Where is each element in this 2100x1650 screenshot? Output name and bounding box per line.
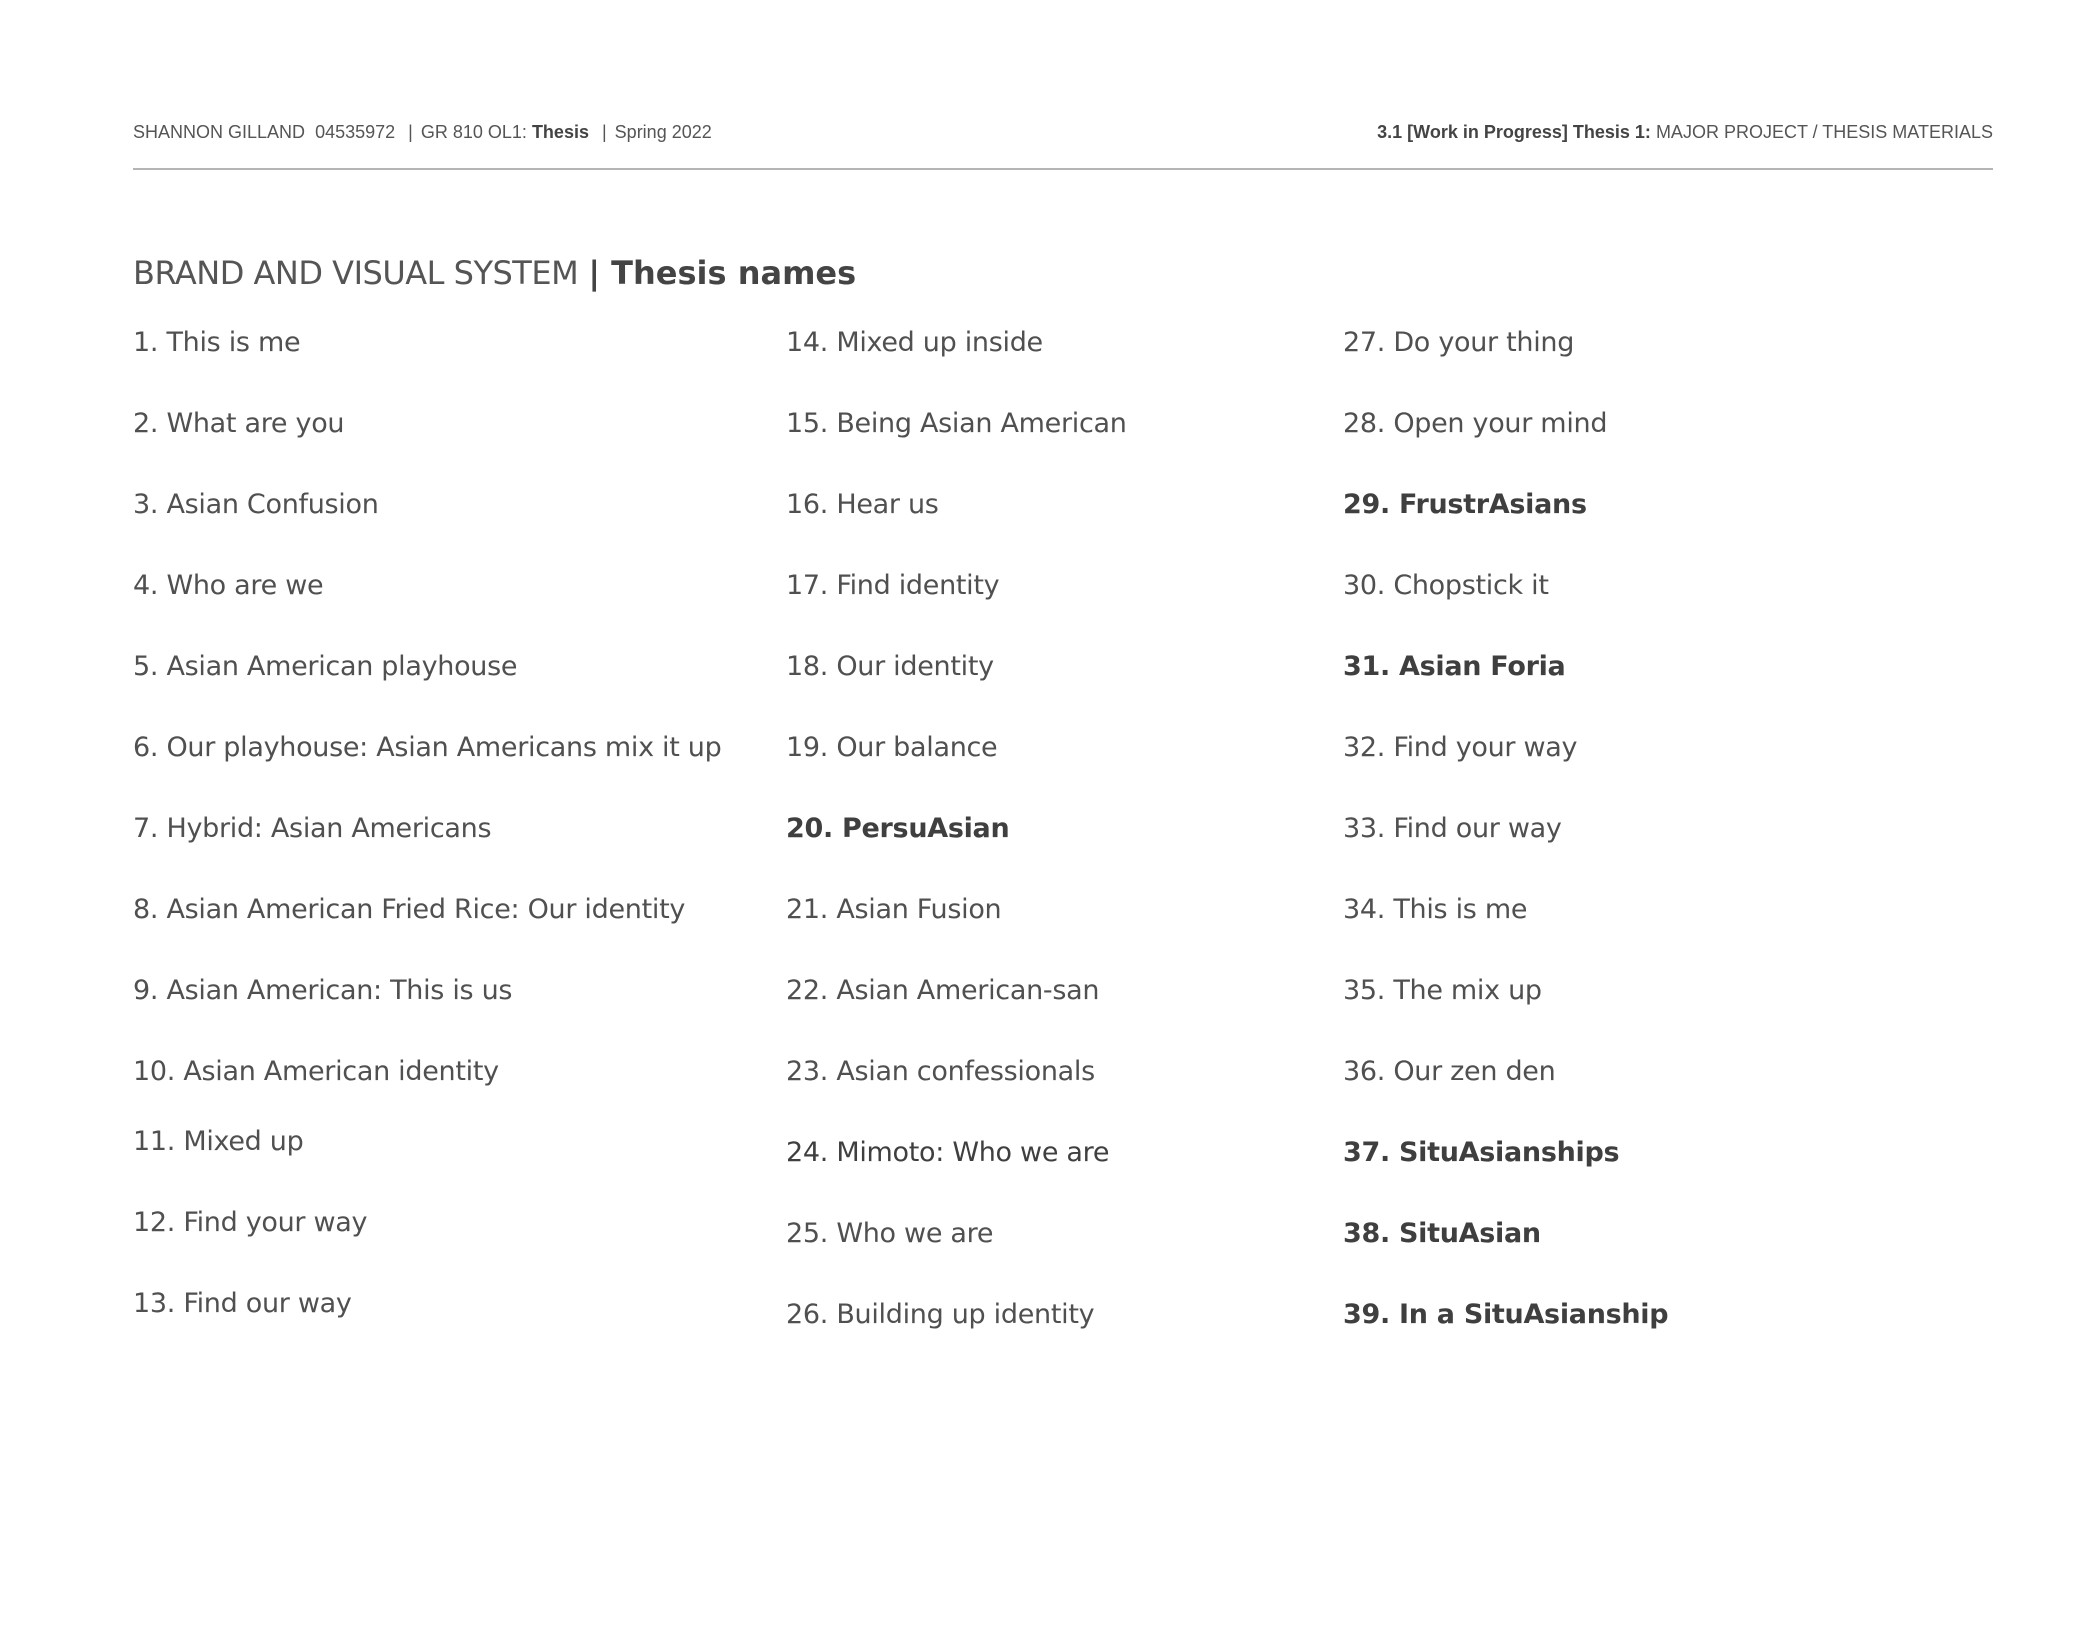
thesis-name-item: 9. Asian American: This is us [133, 975, 513, 1006]
thesis-name-item: 26. Building up identity [786, 1299, 1095, 1330]
thesis-name-item: 7. Hybrid: Asian Americans [133, 813, 492, 844]
thesis-name-item: 3. Asian Confusion [133, 489, 379, 520]
thesis-name-item: 37. SituAsianships [1343, 1137, 1620, 1168]
page-header [133, 122, 1993, 148]
page-title-main: BRAND AND VISUAL SYSTEM [133, 254, 579, 292]
thesis-name-item: 21. Asian Fusion [786, 894, 1002, 925]
thesis-name-item: 13. Find our way [133, 1288, 352, 1319]
term: Spring 2022 [614, 122, 712, 142]
thesis-name-item: 28. Open your mind [1343, 408, 1608, 439]
thesis-name-item: 33. Find our way [1343, 813, 1562, 844]
author-name: SHANNON GILLAND [133, 122, 306, 142]
thesis-name-item: 18. Our identity [786, 651, 994, 682]
thesis-name-item: 11. Mixed up [133, 1126, 304, 1157]
thesis-name-item: 2. What are you [133, 408, 345, 439]
thesis-name-item: 34. This is me [1343, 894, 1528, 925]
thesis-name-item: 8. Asian American Fried Rice: Our identity [133, 894, 686, 925]
header-section-info [1377, 122, 1993, 143]
thesis-name-item: 15. Being Asian American [786, 408, 1127, 439]
header-separator: | [408, 122, 413, 142]
thesis-name-item: 29. FrustrAsians [1343, 489, 1587, 520]
course-code: GR 810 OL1: [420, 122, 527, 142]
thesis-name-item: 1. This is me [133, 327, 301, 358]
thesis-name-item: 31. Asian Foria [1343, 651, 1566, 682]
thesis-name-item: 19. Our balance [786, 732, 998, 763]
thesis-name-item: 39. In a SituAsianship [1343, 1299, 1669, 1330]
thesis-name-item: 27. Do your thing [1343, 327, 1575, 358]
thesis-name-item: 22. Asian American-san [786, 975, 1100, 1006]
page-title [133, 254, 856, 292]
thesis-name-item: 6. Our playhouse: Asian Americans mix it up [133, 732, 722, 763]
thesis-name-item: 20. PersuAsian [786, 813, 1010, 844]
thesis-name-item: 36. Our zen den [1343, 1056, 1556, 1087]
thesis-name-item: 14. Mixed up inside [786, 327, 1043, 358]
thesis-name-item: 17. Find identity [786, 570, 1000, 601]
thesis-name-item: 38. SituAsian [1343, 1218, 1541, 1249]
page-title-sub: | Thesis names [588, 254, 857, 292]
header-course-info [133, 122, 712, 143]
thesis-name-item: 16. Hear us [786, 489, 939, 520]
thesis-name-item: 24. Mimoto: Who we are [786, 1137, 1110, 1168]
header-separator: | [601, 122, 607, 142]
section-label: 3.1 [Work in Progress] Thesis 1: [1377, 122, 1651, 142]
thesis-name-item: 5. Asian American playhouse [133, 651, 518, 682]
thesis-name-item: 12. Find your way [133, 1207, 368, 1238]
course-name: Thesis [531, 122, 589, 142]
thesis-name-item: 10. Asian American identity [133, 1056, 499, 1087]
thesis-name-item: 25. Who we are [786, 1218, 994, 1249]
student-id: 04535972 [315, 122, 396, 142]
thesis-name-item: 30. Chopstick it [1343, 570, 1549, 601]
section-description: MAJOR PROJECT / THESIS MATERIALS [1655, 122, 1993, 142]
thesis-name-item: 4. Who are we [133, 570, 324, 601]
thesis-name-item: 23. Asian confessionals [786, 1056, 1095, 1087]
header-divider [133, 168, 1993, 170]
thesis-name-item: 32. Find your way [1343, 732, 1578, 763]
thesis-name-item: 35. The mix up [1343, 975, 1542, 1006]
